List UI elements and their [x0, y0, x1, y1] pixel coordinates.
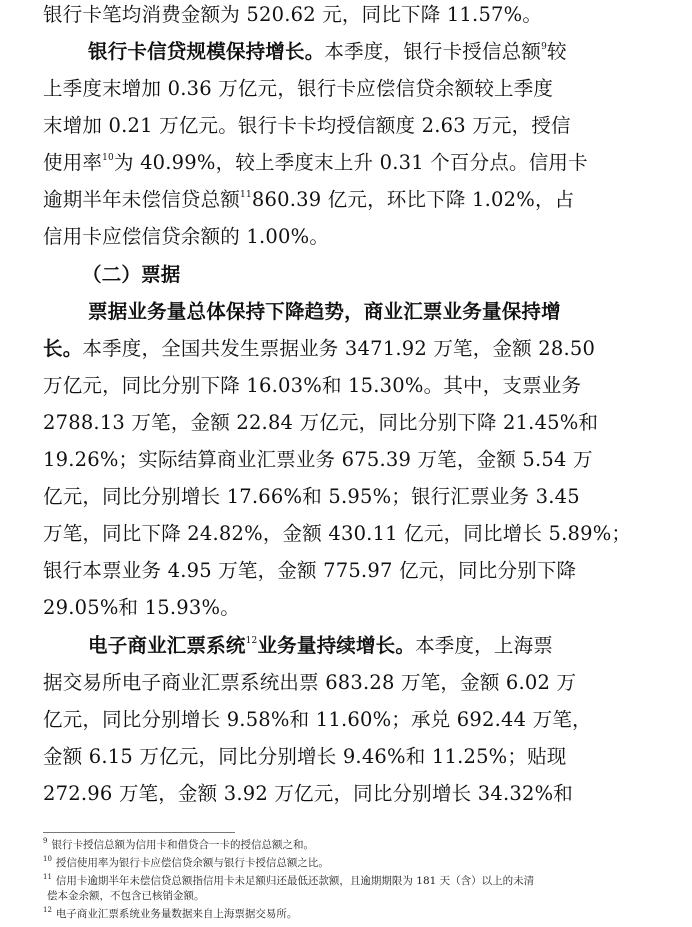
text-span: 末增加 0.21 万亿元。银行卡卡均授信额度 2.63 万元，授信: [43, 114, 571, 137]
text-line: [43, 593, 240, 623]
text-span: 万笔，同比下降 24.82%，金额 430.11 亿元，同比增长 5.89%；: [43, 522, 632, 545]
footnote-number: 11: [43, 873, 52, 881]
footnote-text: 电子商业汇票系统业务量数据来自上海票据交易所。: [55, 908, 298, 920]
footnote: [43, 907, 297, 923]
text-line: [43, 74, 553, 104]
text-span: 较: [547, 40, 567, 63]
footnote-text: 银行卡授信总额为信用卡和借贷合一卡的授信总额之和。: [51, 839, 314, 851]
footnote-text: 信用卡逾期半年未偿信贷总额指信用卡未足额归还最低还款额，且逾期期限为 181 天（含）以上的未清: [55, 875, 535, 887]
text-line: [43, 556, 576, 586]
footnote-continuation: [43, 889, 205, 905]
text-line: [43, 222, 329, 252]
footnote-text: 偿本金余额，不包含已核销金额。: [47, 890, 205, 902]
text-span: 使用率: [43, 151, 103, 174]
footnote-number: 9: [43, 837, 48, 845]
text-line: [43, 705, 592, 735]
text-span: 为 40.99%，较上季度末上升 0.31 个百分点。信用卡: [113, 151, 588, 174]
footnote-number: 10: [43, 855, 52, 863]
text-line: [43, 408, 598, 438]
text-span: 本季度，上海票: [415, 634, 553, 657]
bold-lead: 电子商业汇票系统: [88, 634, 246, 657]
footnote: [43, 838, 314, 854]
section-heading: （二）票据: [82, 263, 181, 286]
text-span: 逾期半年未偿信贷总额: [43, 188, 241, 211]
text-line: [43, 0, 542, 30]
text-span: 银行本票业务 4.95 万笔，金额 775.97 亿元，同比分别下降: [43, 559, 577, 582]
text-span: 本季度，银行卡授信总额: [324, 40, 542, 63]
text-span: 信用卡应偿信贷余额的 1.00%。: [43, 225, 330, 248]
text-span: 据交易所电子商业汇票系统出票 683.28 万笔，金额 6.02 万: [43, 671, 577, 694]
footnote-ref[interactable]: 10: [102, 153, 114, 163]
text-line: [43, 185, 574, 215]
footnote: [43, 856, 329, 872]
bold-lead: 长。: [43, 337, 83, 360]
footnote-ref[interactable]: 12: [245, 636, 258, 646]
footnote-number: 12: [43, 906, 52, 914]
text-span: 本季度，全国共发生票据业务 3471.92 万笔，金额 28.50: [82, 337, 596, 360]
paragraph-line: [88, 37, 567, 67]
footnote-ref[interactable]: 9: [541, 42, 548, 52]
text-line: [43, 519, 631, 549]
text-line: [43, 779, 573, 809]
text-span: 金额 6.15 万亿元，同比分别增长 9.46%和 11.25%；贴现: [43, 745, 567, 768]
footnote-ref[interactable]: 11: [240, 190, 252, 200]
text-line: [43, 148, 588, 178]
text-span: 亿元，同比分别增长 9.58%和 11.60%；承兑 692.44 万笔，: [43, 708, 592, 731]
text-span: 29.05%和 15.93%。: [43, 596, 240, 619]
bold-lead: 票据业务量总体保持下降趋势，商业汇票业务量保持增: [88, 300, 561, 323]
text-line: [43, 371, 581, 401]
footnote: [43, 874, 534, 890]
footnote-divider: [43, 832, 235, 833]
text-span: 银行卡笔均消费金额为 520.62 元，同比下降 11.57%。: [43, 3, 543, 26]
text-span: 万亿元，同比分别下降 16.03%和 15.30%。其中，支票业务: [43, 374, 582, 397]
text-line: [43, 668, 576, 698]
text-span: 上季度末增加 0.36 万亿元，银行卡应偿信贷余额较上季度: [43, 77, 554, 100]
bold-lead: 银行卡信贷规模保持增长。: [88, 40, 325, 63]
bold-lead: 业务量持续增长。: [257, 634, 416, 657]
text-span: 272.96 万笔，金额 3.92 万亿元，同比分别增长 34.32%和: [43, 782, 573, 805]
text-span: 860.39 亿元，环比下降 1.02%，占: [251, 188, 575, 211]
text-line: [43, 445, 593, 475]
footnote-text: 授信使用率为银行卡应偿信贷余额与银行卡授信总额之比。: [55, 857, 329, 869]
text-line: [43, 111, 571, 141]
text-line: [43, 334, 595, 364]
paragraph-line: [88, 297, 561, 327]
paragraph-line: [88, 631, 553, 661]
text-line: [43, 482, 580, 512]
text-span: 2788.13 万笔，金额 22.84 万亿元，同比分别下降 21.45%和: [43, 411, 599, 434]
text-span: 19.26%；实际结算商业汇票业务 675.39 万笔，金额 5.54 万: [43, 448, 593, 471]
text-span: 亿元，同比分别增长 17.66%和 5.95%；银行汇票业务 3.45: [43, 485, 580, 508]
text-line: [43, 742, 567, 772]
